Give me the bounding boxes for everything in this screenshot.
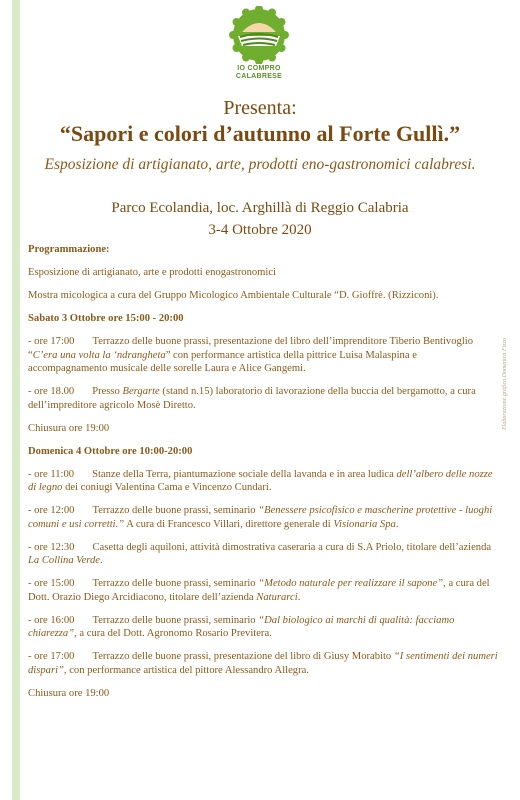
event-time: - ore 17:00 [28,651,75,662]
program-heading: Programmazione: [28,244,110,255]
event-italic: La Collina Verde [28,555,100,566]
program-intro-1: Esposizione di artigianato, arte e prodotti enogastronomici [28,267,277,278]
event-place: Parco Ecolandia, loc. Arghillà di Reggio Calabria [111,200,409,216]
event-text: , con performance artistica del pittore Alessandro Allegra. [63,664,309,676]
event-time: - ore 12:00 [28,505,75,516]
program-intro-2: Mostra micologica a cura del Gruppo Micologico Ambientale Culturale “D. Gioffrè. (Rizziconi). [28,290,439,301]
event-text: Terrazzo delle buone prassi, seminario [92,578,259,589]
day1-event-1 [28,335,498,376]
event-text: , a cura del Dott. Orazio Diego Arcidiacono, titolare dell’azienda [28,578,490,603]
day2-closing: Chiusura ore 19:00 [28,687,110,699]
day2-event-3 [28,541,498,568]
event-time: - ore 17:00 [28,336,75,347]
event-italic: Visionaria Spa [333,518,396,530]
logo [224,6,294,96]
event-time: - ore 18.00 [28,386,75,397]
event-subtitle: Esposizione di artigianato, arte, prodotti eno-gastronomici calabresi. [44,156,476,173]
event-time: - ore 11:00 [28,468,75,480]
event-italic: Naturarci [256,591,298,603]
event-text: dei coniugi Valentina Cama e Vincenzo Cundari. [62,482,272,493]
event-time: - ore 15:00 [28,578,75,589]
event-italic: C’era una volta la ‘ndrangheta [32,349,166,361]
day1-closing: Chiusura ore 19:00 [28,422,110,434]
logo-text-line1: IO COMPRO [237,65,281,72]
day2-event-6 [28,650,498,677]
event-italic: “Dal biologico ai marchi di qualità: facciamo chiarezza” [28,614,455,639]
side-credit: Elaborazione grafica Domenica Fizzo [502,338,508,430]
event-time: - ore 12:30 [28,541,75,553]
left-decorative-bar [12,0,20,800]
event-italic: “Metodo naturale per realizzare il sapone” [258,578,444,589]
day2-event-4 [28,577,498,604]
sun-field-logo-icon [228,6,290,64]
event-text: . [100,555,103,566]
event-text: Terrazzo delle buone prassi, presentazione del libro di Giusy Morabito [92,651,394,662]
event-text: Terrazzo delle buone prassi, presentazione del libro dell’imprenditore Tiberio Bentivoglio “ [28,336,474,361]
presenta-label: Presenta: [223,97,297,119]
event-text: . [297,591,301,603]
day2-event-1 [28,468,498,495]
event-text: ” con performance artistica della pittrice Luisa Malaspina e accompagnamento musicale delle sorelle Laura e Alice Gangemi. [28,349,417,374]
event-italic: “Benessere psicofisico e mascherine protettive - luoghi comuni e usi corretti.” [28,505,493,530]
event-text: Casetta degli aquiloni, attività dimostrativa caseraria a cura di S.A Priolo, titolare dell’azienda [92,541,492,553]
day1-event-2 [28,385,498,412]
day2-heading: Domenica 4 Ottobre ore 10:00-20:00 [28,445,193,457]
day2-event-2 [28,504,498,531]
event-italic: “I sentimenti dei numeri dispari” [28,651,498,676]
event-text: Presso [92,386,123,397]
event-text: A cura di Francesco Villari, direttore generale di [124,518,334,530]
day1-heading: Sabato 3 Ottobre ore 15:00 - 20:00 [28,313,184,324]
event-italic: dell’albero delle nozze di legno [28,468,493,493]
logo-text-line2: CALABRESE [235,73,283,80]
event-text: . [395,518,399,530]
event-text: (stand n.15) laboratorio di lavorazione della buccia del bergamotto, a cura dell’impreditore agricolo Mosè Diretto. [28,386,476,411]
event-text: , a cura del Dott. Agronomo Rosario Previtera. [74,628,272,639]
event-text: Stanze della Terra, piantumazione sociale della lavanda e in area ludica [92,468,397,480]
event-title: “Sapori e colori d’autunno al Forte Gullì.” [59,121,461,146]
day2-event-5 [28,614,498,641]
event-italic: Bergarte [122,386,160,397]
event-dates: 3-4 Ottobre 2020 [208,222,312,238]
program-content [28,243,498,710]
event-time: - ore 16:00 [28,614,75,626]
event-text: Terrazzo delle buone prassi, seminario [92,505,259,516]
event-text: Terrazzo delle buone prassi, seminario [92,614,259,626]
